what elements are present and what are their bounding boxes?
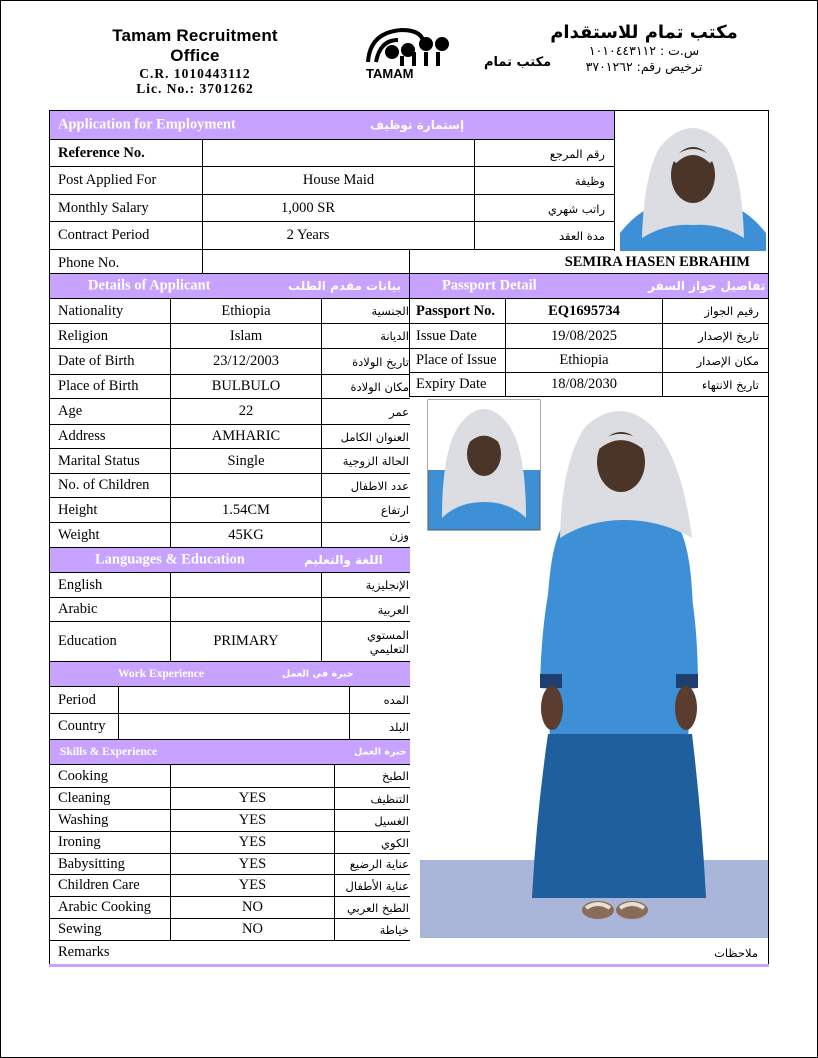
skill-label-ar: الغسيل — [374, 813, 409, 828]
work-label: Period — [58, 691, 96, 708]
contract-label: Contract Period — [58, 227, 150, 243]
applicant-label: Date of Birth — [58, 353, 135, 369]
place-of-issue-label-ar: مكان الإصدار — [696, 353, 759, 368]
skill-label-ar: عناية الرضيع — [349, 857, 409, 871]
applicant-value: Islam — [229, 327, 263, 344]
applicant-portrait-top — [620, 113, 766, 251]
applicant-label-ar: العنوان الكامل — [340, 429, 409, 444]
work-title-ar: خبرة في العمل — [282, 668, 354, 680]
skill-label: Cleaning — [58, 790, 111, 806]
skill-label: Arabic Cooking — [58, 899, 152, 915]
language-value — [171, 573, 321, 597]
company-header-en — [92, 26, 298, 96]
full-photo-drawing — [420, 398, 768, 938]
applicant-title: Details of Applicant — [88, 277, 211, 294]
salary-value: 1,000 SR — [281, 200, 335, 216]
application-header — [50, 111, 614, 139]
applicant-label-ar: مكان الولادة — [350, 379, 409, 394]
skill-label: Ironing — [58, 834, 101, 850]
skills-header — [50, 740, 410, 764]
skill-value: NO — [242, 921, 263, 937]
divider — [614, 111, 615, 251]
reference-label-ar: رقم المرجع — [549, 146, 605, 161]
divider — [50, 940, 410, 941]
license-number-en: Lic. No.: 3701262 — [136, 81, 254, 96]
applicant-full-name: SEMIRA HASEN EBRAHIM — [564, 254, 750, 270]
company-name-ar: مكتب تمام للاستقدام — [550, 22, 738, 43]
place-of-issue-value: Ethiopia — [559, 352, 609, 368]
company-header-ar — [544, 22, 744, 75]
expiry-date-label-ar: تاريخ الانتهاء — [701, 377, 759, 392]
language-value: PRIMARY — [213, 633, 279, 649]
issue-date-value: 19/08/2025 — [550, 327, 618, 344]
applicant-label-ar: ارتفاع — [380, 503, 409, 517]
place-of-issue-label: Place of Issue — [416, 352, 497, 368]
cr-number-ar: س.ت : ١٠١٠٤٤٣١١٢ — [588, 43, 700, 58]
phone-label: Phone No. — [58, 255, 120, 271]
cr-number-en: C.R. 1010443112 — [139, 66, 251, 81]
remarks-label: Remarks — [58, 944, 110, 960]
applicant-value: 22 — [238, 403, 254, 419]
skill-label-ar: الطبخ العربي — [346, 900, 409, 915]
salary-label: Monthly Salary — [58, 200, 149, 216]
applicant-label-ar: وزن — [389, 528, 409, 542]
skill-label: Sewing — [58, 921, 102, 937]
applicant-full-photo — [420, 398, 768, 938]
applicant-value: BULBULO — [211, 378, 281, 394]
language-label: English — [58, 576, 103, 593]
applicant-label-ar: الديانة — [380, 329, 409, 343]
applicant-label-ar: الجنسية — [371, 304, 409, 318]
application-title: Application for Employment — [58, 116, 236, 133]
skill-value — [171, 765, 334, 787]
skill-label: Cooking — [58, 767, 108, 784]
skill-label-ar: عناية الأطفال — [345, 878, 409, 893]
skill-label: Children Care — [58, 877, 140, 893]
applicant-value: Single — [227, 452, 265, 469]
skill-label: Babysitting — [58, 855, 125, 872]
applicant-value: AMHARIC — [211, 428, 281, 444]
tamam-logo — [362, 22, 552, 81]
issue-date-label: Issue Date — [416, 327, 477, 344]
skill-label-ar: الكوي — [381, 835, 409, 850]
work-header — [50, 662, 410, 686]
skill-value: YES — [238, 877, 267, 893]
logo-text: TAMAM — [366, 66, 414, 81]
language-label-ar: الإنجليزية — [365, 578, 409, 592]
post-label-ar: وظيفة — [574, 173, 605, 188]
languages-header — [50, 548, 410, 572]
applicant-label-ar: الحالة الزوجية — [342, 454, 409, 468]
skill-value: YES — [238, 855, 267, 872]
divider — [50, 249, 615, 250]
applicant-value: Ethiopia — [221, 302, 271, 319]
applicant-header — [50, 274, 409, 298]
portrait-drawing — [620, 113, 766, 251]
applicant-label: Height — [58, 501, 98, 518]
passport-title-ar: تفاصيل جواز السفر — [648, 279, 766, 293]
phone-value — [203, 252, 409, 275]
skill-label: Washing — [58, 812, 109, 828]
post-value: House Maid — [302, 172, 375, 188]
form-left-border — [49, 110, 50, 966]
languages-title: Languages & Education — [95, 551, 245, 568]
work-value — [119, 714, 349, 739]
applicant-label: No. of Children — [58, 477, 150, 493]
work-label-ar: المده — [383, 693, 409, 707]
applicant-label-ar: عمر — [389, 404, 409, 419]
applicant-title-ar: بيانات مقدم الطلب — [288, 279, 402, 293]
passport-no-label: Passport No. — [416, 302, 495, 319]
applicant-value: 23/12/2003 — [212, 353, 280, 369]
applicant-label: Nationality — [58, 302, 124, 319]
applicant-value — [171, 474, 321, 497]
skill-value: YES — [238, 790, 267, 806]
skill-value: NO — [242, 899, 263, 915]
license-number-ar: ترخيص رقم: ٣٧٠١٢٦٢ — [585, 59, 703, 74]
reference-value — [203, 140, 474, 167]
applicant-label: Weight — [58, 526, 100, 543]
skill-label-ar: التنظيف — [370, 791, 409, 806]
applicant-label-ar: عدد الاطفال — [350, 478, 409, 493]
skill-label-ar: الطبخ — [381, 769, 409, 783]
logo-text-ar: مكتب تمام — [484, 55, 552, 70]
expiry-date-label: Expiry Date — [416, 376, 487, 392]
language-value — [171, 598, 321, 621]
skill-value: YES — [238, 834, 267, 850]
passport-no-label-ar: رقيم الجواز — [704, 304, 759, 318]
applicant-label: Marital Status — [58, 452, 140, 469]
skill-value: YES — [238, 812, 267, 828]
applicant-value: 1.54CM — [222, 501, 270, 518]
languages-title-ar: اللغة والتعليم — [304, 553, 383, 567]
applicant-label: Place of Birth — [58, 378, 139, 394]
language-label-ar: العربية — [377, 602, 409, 617]
applicant-label: Address — [58, 428, 106, 444]
applicant-label: Religion — [58, 327, 108, 344]
language-label: Education — [58, 633, 117, 649]
contract-label-ar: مدة العقد — [559, 228, 605, 243]
contract-value: 2 Years — [286, 227, 330, 243]
passport-header — [410, 274, 768, 298]
expiry-date-value: 18/08/2030 — [550, 376, 618, 392]
applicant-label-ar: تاريخ الولادة — [352, 354, 409, 369]
post-label: Post Applied For — [58, 172, 157, 188]
form-bottom-border — [49, 964, 769, 967]
work-label: Country — [58, 718, 106, 734]
company-name-en: Tamam Recruitment Office — [112, 26, 278, 65]
salary-label-ar: راتب شهري — [547, 201, 605, 216]
skills-title-ar: خبرة العمل — [354, 746, 407, 758]
application-title-ar: إستمارة توظيف — [370, 118, 465, 132]
applicant-label: Age — [58, 403, 83, 419]
work-label-ar: البلد — [388, 719, 409, 734]
skills-title: Skills & Experience — [60, 746, 158, 758]
passport-no-value: EQ1695734 — [548, 302, 620, 319]
applicant-value: 45KG — [228, 526, 264, 543]
form-right-border — [768, 110, 769, 966]
language-label: Arabic — [58, 601, 98, 617]
reference-label: Reference No. — [58, 145, 145, 161]
work-title: Work Experience — [118, 668, 204, 680]
work-value — [119, 687, 349, 713]
language-label-ar: المستوي التعليمي — [366, 627, 409, 656]
remarks-label-ar: ملاحظات — [714, 945, 758, 960]
passport-title: Passport Detail — [442, 277, 537, 294]
issue-date-label-ar: تاريخ الإصدار — [698, 329, 759, 343]
skill-label-ar: خياطة — [379, 922, 409, 937]
divider — [410, 396, 769, 397]
